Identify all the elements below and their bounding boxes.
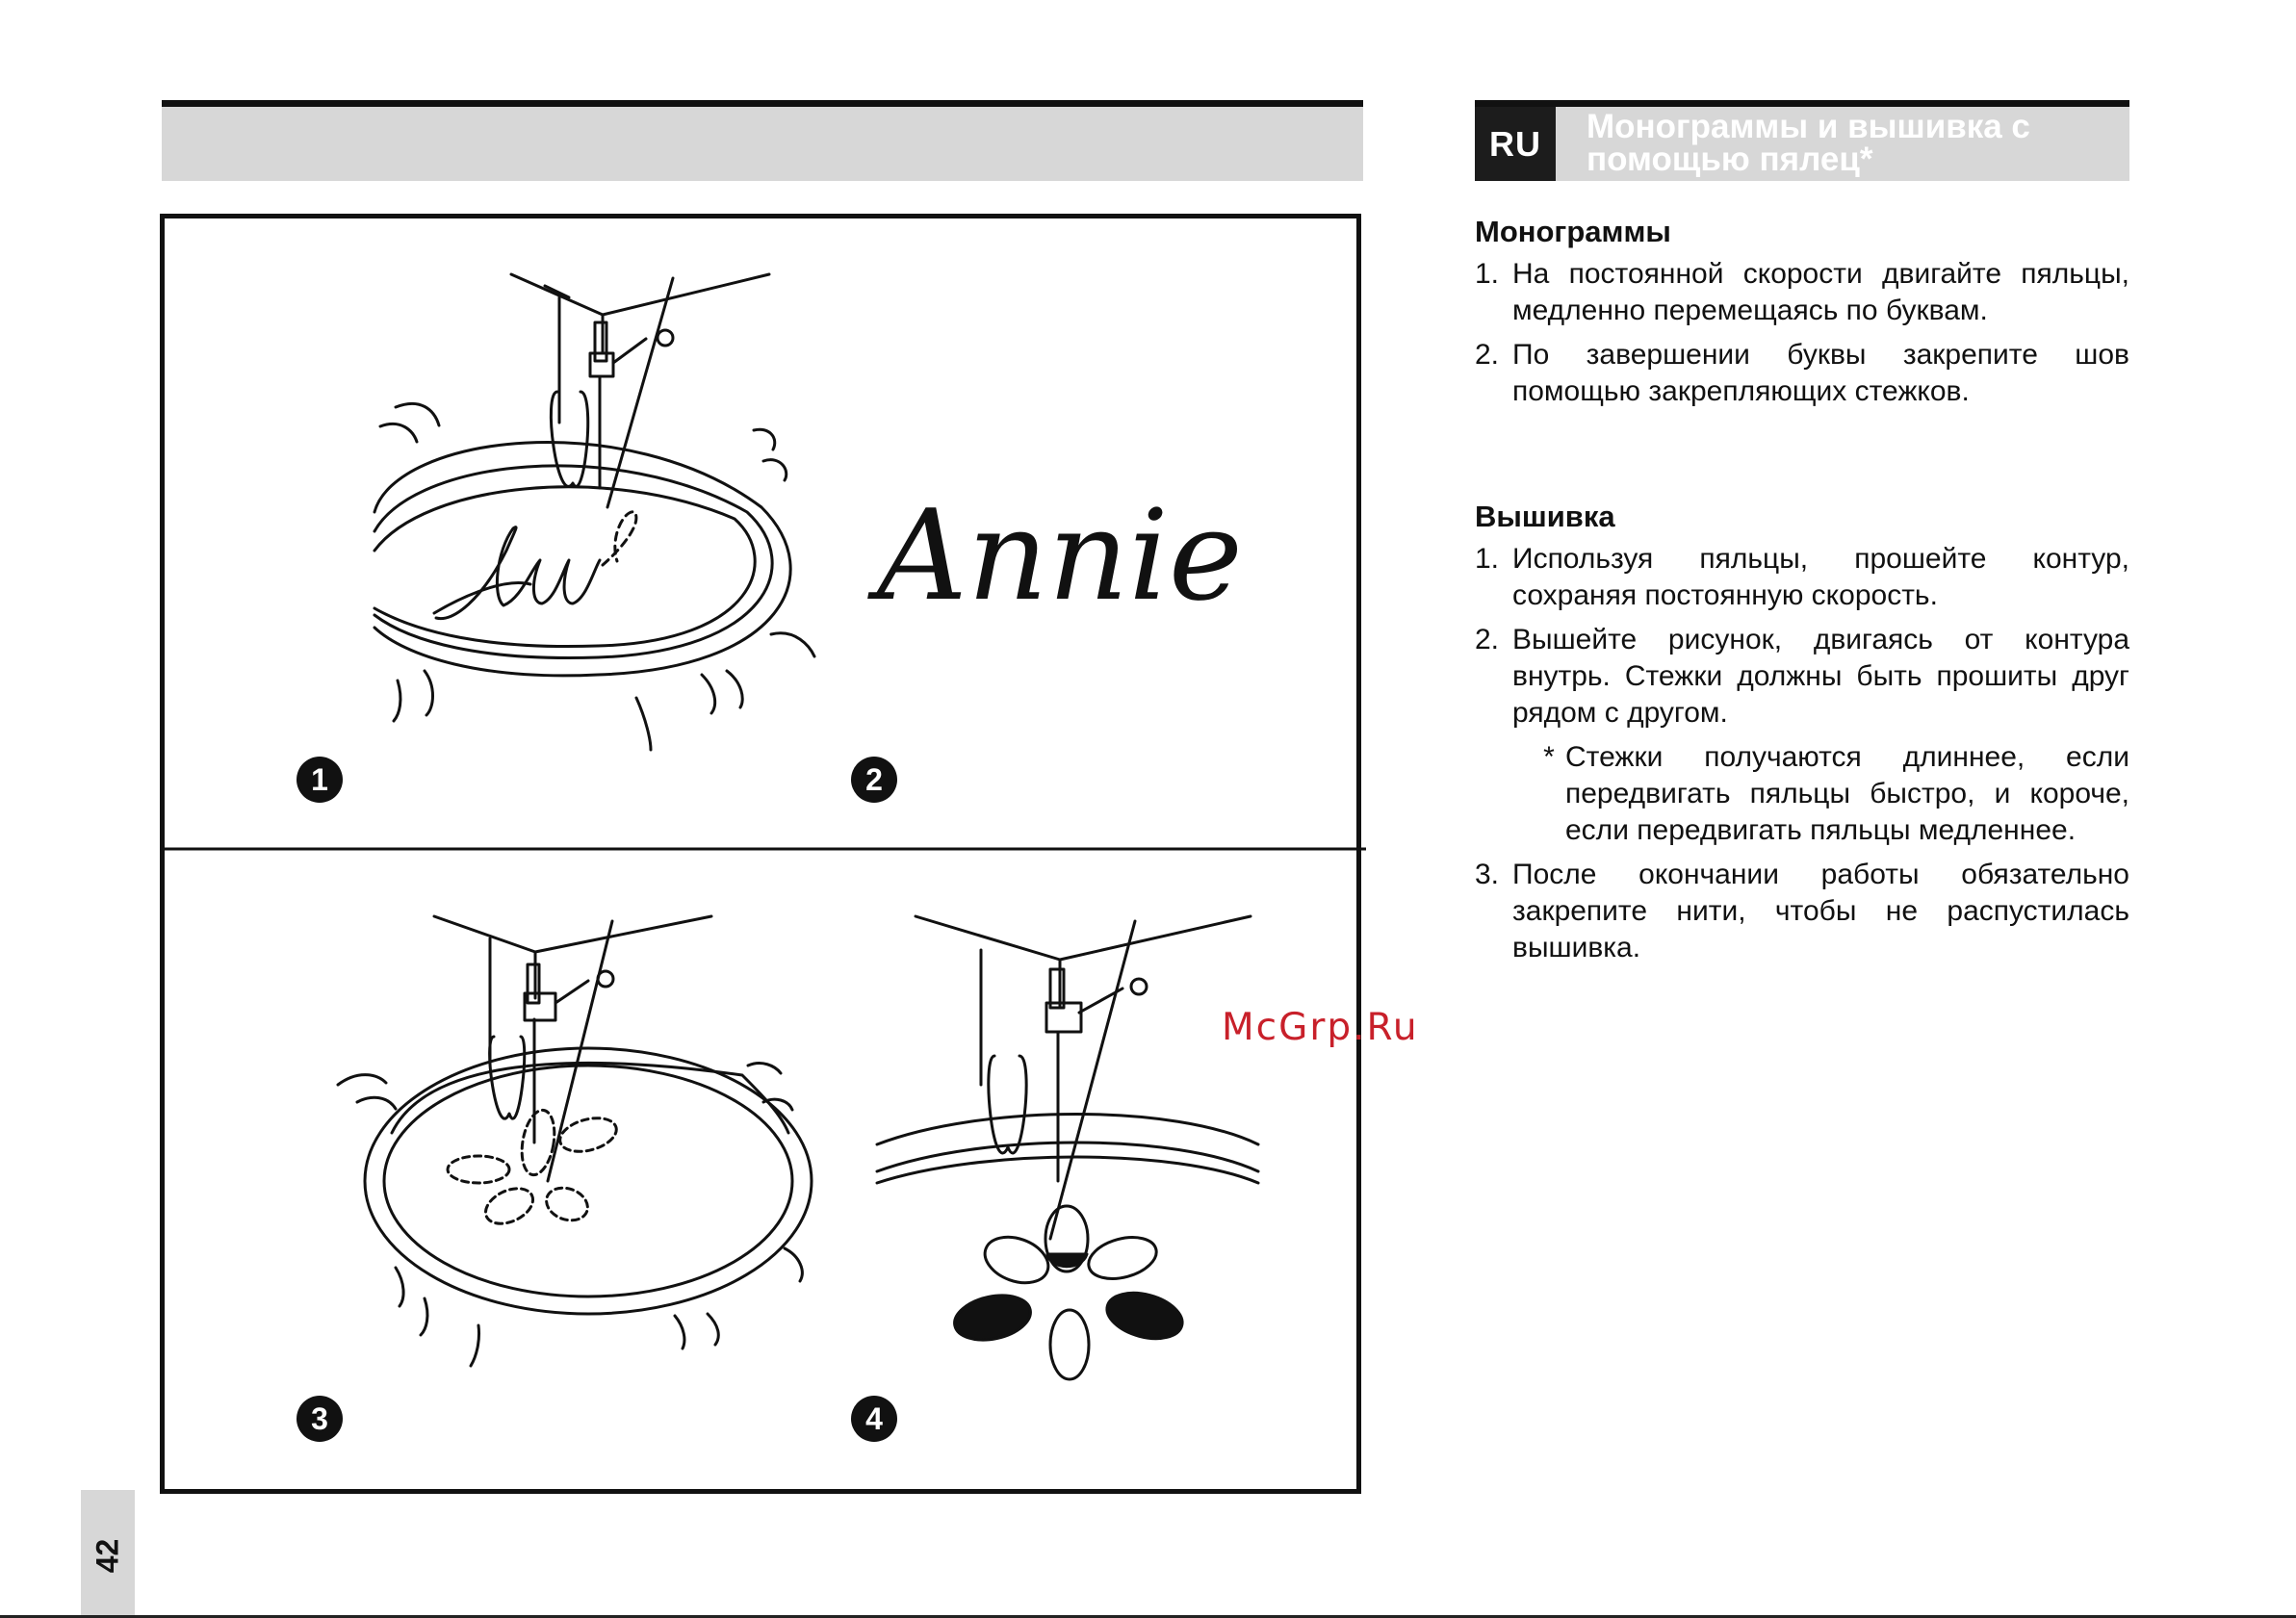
step-number-1: 1 [297, 757, 343, 803]
item-number: 1. [1475, 258, 1500, 290]
embroidery-section [1475, 499, 2129, 974]
list-item [1475, 541, 2129, 614]
step-number-4: 4 [851, 1396, 897, 1442]
illustration-drawing [165, 218, 1366, 1499]
step-number-2: 2 [851, 757, 897, 803]
section-header [1475, 100, 2129, 181]
section-title: Монограммы и вышивка с помощью пялец* [1587, 108, 2030, 178]
annie-finished-text: Annie [877, 482, 1243, 629]
item-number: 1. [1475, 543, 1500, 575]
item-text: По завершении буквы закрепите шов помощью закрепляющих стежков. [1512, 339, 2129, 407]
footnote [1533, 739, 2129, 849]
flower-filled-4 [950, 1206, 1187, 1379]
footnote-star: * [1543, 741, 1555, 773]
step-number-3: 3 [297, 1396, 343, 1442]
left-header-bar [162, 100, 1363, 181]
machine-panel-4 [916, 916, 1251, 1239]
list-item [1475, 857, 2129, 966]
monograms-section [1475, 214, 2129, 418]
list-item [1475, 337, 2129, 410]
item-text: Вышейте рисунок, двигаясь от контура внутрь. Стежки должны быть прошиты друг рядом с другом. [1512, 624, 2129, 729]
item-text: Используя пяльцы, прошейте контур, сохраняя постоянную скорость. [1512, 543, 2129, 611]
item-number: 2. [1475, 339, 1500, 371]
illustration-panel [160, 214, 1419, 1494]
footnote-text: Стежки получаются длиннее, если передвигать пяльцы быстро, и короче, если передвигать пяльцы медленнее. [1565, 741, 2129, 846]
list-item [1475, 256, 2129, 329]
item-number: 2. [1475, 624, 1500, 655]
list-item [1475, 622, 2129, 732]
item-text: На постоянной скорости двигайте пяльцы, медленно перемещаясь по буквам. [1512, 258, 2129, 326]
monograms-heading: Монограммы [1475, 215, 1671, 248]
watermark: McGrp.Ru [1222, 1006, 1419, 1049]
hoop-panel-3 [338, 1048, 812, 1366]
embroidery-heading: Вышивка [1475, 500, 1615, 533]
language-badge: RU [1475, 107, 1556, 181]
item-number: 3. [1475, 859, 1500, 890]
page-number: 42 [90, 1538, 125, 1574]
item-text: После окончании работы обязательно закрепите нити, чтобы не распустилась вышивка. [1512, 859, 2129, 963]
page-number-tab [81, 1490, 135, 1618]
annie-script-1 [434, 512, 636, 619]
